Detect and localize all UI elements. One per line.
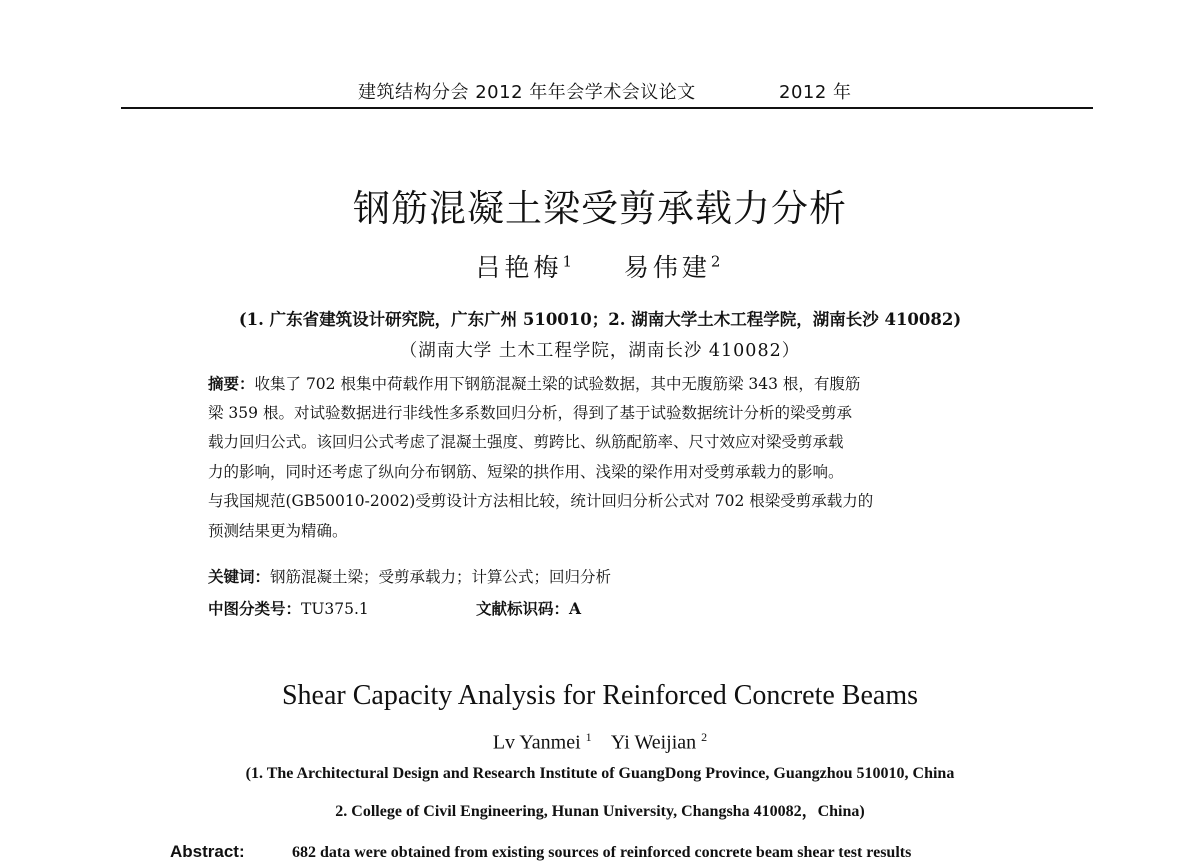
chinese-keywords xyxy=(208,565,611,587)
abstract-line: 梁 359 根。对试验数据进行非线性多系数回归分析，得到了基于试验数据统计分析的梁受剪承 xyxy=(208,403,852,422)
header-rule xyxy=(121,107,1093,109)
header-year: 2012 年 xyxy=(779,82,852,103)
english-authors xyxy=(0,730,1200,755)
chinese-classification xyxy=(208,597,582,619)
author-name: Lv Yanmei xyxy=(492,731,581,754)
abstract-line: 载力回归公式。该回归公式考虑了混凝土强度、剪跨比、纵筋配筋率、尺寸效应对梁受剪承载 xyxy=(208,433,844,452)
english-abstract-label: Abstract: xyxy=(170,842,245,861)
author-mark: 1 xyxy=(585,730,592,744)
author-name: 吕艳梅 xyxy=(475,253,563,282)
abstract-line: 预测结果更为精确。 xyxy=(208,521,348,540)
author-mark: 2 xyxy=(701,730,708,744)
abstract-line: 与我国规范(GB50010-2002)受剪设计方法相比较，统计回归分析公式对 702 根梁受剪承载力的 xyxy=(208,492,874,511)
author-mark: 2 xyxy=(710,252,725,271)
chinese-affiliation-2: （湖南大学 土木工程学院，湖南长沙 410082） xyxy=(399,341,801,361)
author-name: Yi Weijian xyxy=(610,731,697,754)
journal-header xyxy=(358,78,852,104)
english-affiliation-2: 2. College of Civil Engineering, Hunan University, Changsha 410082，China) xyxy=(335,803,865,820)
chinese-affiliation-1: (1. 广东省建筑设计研究院，广东广州 510010；2. 湖南大学土木工程学院，湖南长沙 410082) xyxy=(238,310,962,329)
chinese-authors xyxy=(0,248,1200,284)
english-title: Shear Capacity Analysis for Reinforced Concrete Beams xyxy=(281,680,919,711)
keywords-value: 钢筋混凝土梁；受剪承载力；计算公式；回归分析 xyxy=(270,568,612,586)
doc-label: 文献标识码： xyxy=(476,599,570,618)
abstract-line: 摘要：收集了 702 根集中荷载作用下钢筋混凝土梁的试验数据，其中无腹筋梁 343 根，有腹筋 xyxy=(208,374,861,393)
keywords-label: 关键词： xyxy=(208,567,271,586)
author-mark: 1 xyxy=(562,252,577,271)
class-label: 中图分类号： xyxy=(208,599,302,618)
abstract-label: 摘要： xyxy=(208,374,255,393)
english-abstract-text: 682 data were obtained from existing sources of reinforced concrete beam shear test results xyxy=(292,844,912,861)
author-name: 易伟建 xyxy=(623,253,711,282)
journal-name: 建筑结构分会 2012 年年会学术会议论文 xyxy=(358,82,696,103)
doc-value: A xyxy=(569,599,582,618)
chinese-title: 钢筋混凝土梁受剪承载力分析 xyxy=(353,187,847,230)
document-code xyxy=(476,597,581,619)
abstract-line: 力的影响，同时还考虑了纵向分布钢筋、短梁的拱作用、浅梁的梁作用对受剪承载力的影响。 xyxy=(208,462,844,481)
english-affiliation-1: (1. The Architectural Design and Research Institute of GuangDong Province, Guangzhou 510010, China xyxy=(245,765,955,782)
class-value: TU375.1 xyxy=(301,600,369,618)
chinese-abstract xyxy=(208,369,1008,547)
